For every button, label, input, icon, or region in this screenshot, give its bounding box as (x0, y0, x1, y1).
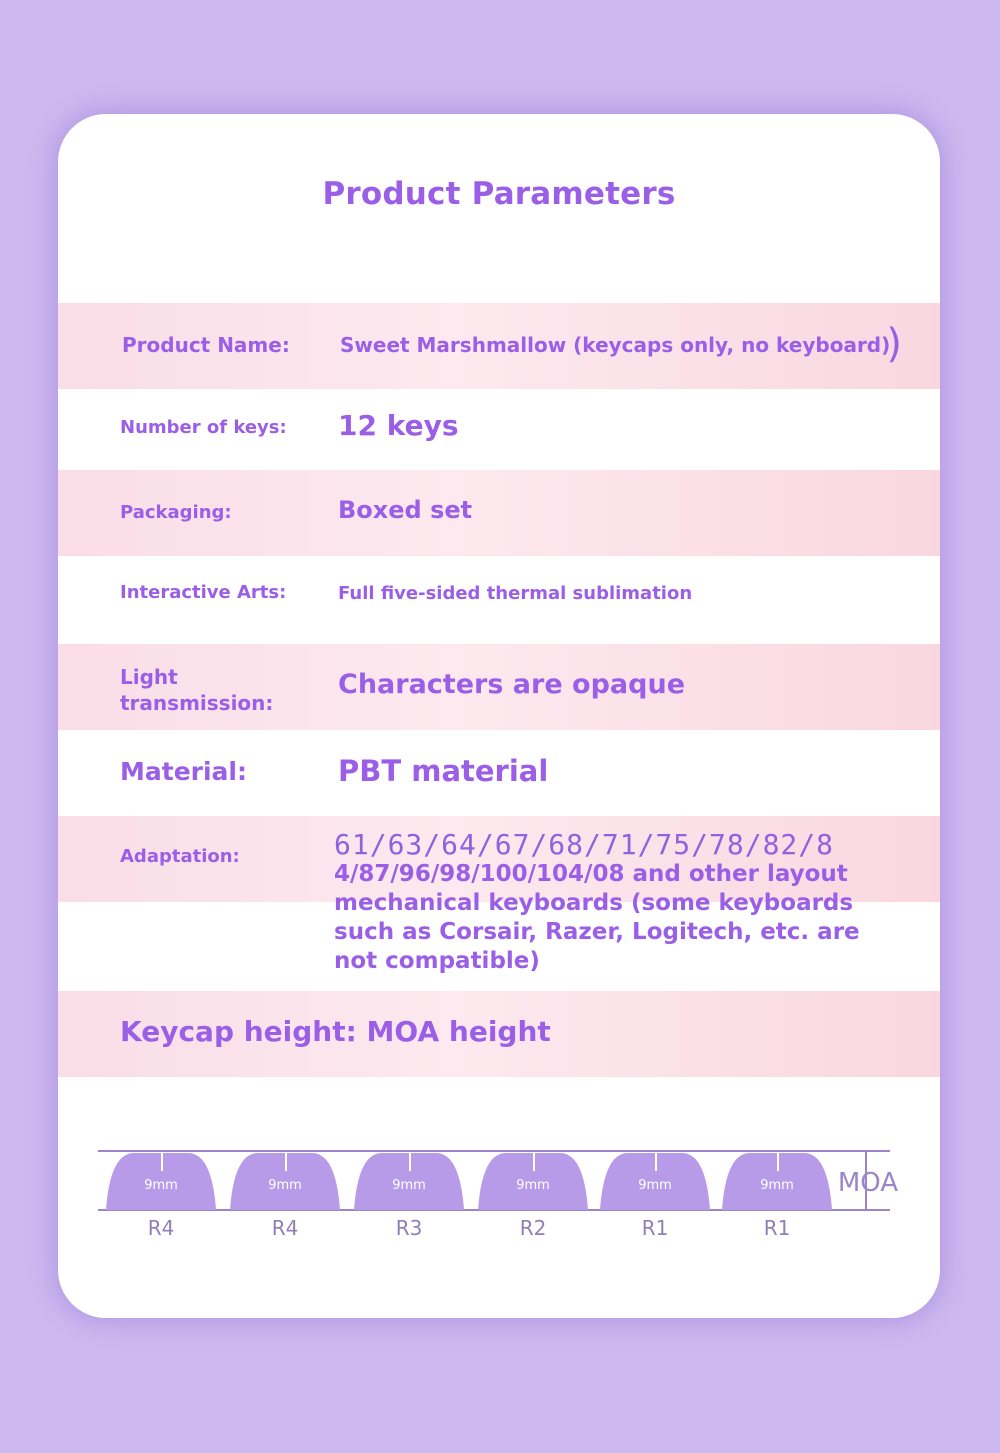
light-transmission-value: Characters are opaque (338, 669, 686, 700)
keycap-height-label: 9mm (516, 1178, 550, 1193)
packaging-value: Boxed set (338, 496, 473, 524)
keycap-row-label: R3 (395, 1216, 423, 1240)
material-value: PBT material (338, 754, 549, 788)
number-of-keys-value: 12 keys (338, 409, 459, 442)
interactive-arts-label: Interactive Arts: (120, 582, 287, 603)
paren-decoration: ) (886, 321, 902, 367)
row-adaptation (58, 816, 940, 991)
light-transmission-label-line1: Light (120, 665, 178, 689)
row-packaging (58, 470, 940, 556)
light-transmission-label-line2: transmission: (120, 691, 274, 715)
row-light-transmission (58, 644, 940, 730)
keycap-height-label: 9mm (638, 1178, 672, 1193)
keycap-row-label: R4 (147, 1216, 175, 1240)
adaptation-layouts: 61/63/64/67/68/71/75/78/82/8 (334, 828, 835, 861)
row-material (58, 730, 940, 816)
keycap-row-label: R1 (763, 1216, 791, 1240)
light-transmission-label (120, 664, 273, 716)
keycap-row-label: R1 (641, 1216, 669, 1240)
keycaps-group (106, 1153, 832, 1240)
adaptation-label: Adaptation: (120, 846, 240, 867)
row-product-name (58, 303, 940, 389)
page-title: Product Parameters (322, 176, 676, 212)
profile-label: MOA (837, 1168, 899, 1198)
keycap-height-label: 9mm (144, 1178, 178, 1193)
packaging-label: Packaging: (120, 502, 232, 523)
row-keycap-height (58, 991, 940, 1077)
keycap-height-label: 9mm (760, 1178, 794, 1193)
adaptation-description: 4/87/96/98/100/104/08 and other layout mechanical keyboards (some keyboards such as Corsair, Razer, Logitech, etc. are not compatible) (334, 861, 860, 974)
number-of-keys-label: Number of keys: (120, 417, 287, 438)
keycap-height-text: Keycap height: MOA height (120, 1015, 551, 1048)
keycap-height-label: 9mm (392, 1178, 426, 1193)
parameters-card (58, 114, 940, 1318)
interactive-arts-value: Full five-sided thermal sublimation (338, 583, 693, 604)
profile-diagram-svg (58, 1134, 940, 1284)
keycap-row-label: R4 (271, 1216, 299, 1240)
keycap-profile-diagram (58, 1134, 940, 1284)
adaptation-value (334, 830, 904, 976)
product-name-value: Sweet Marshmallow (keycaps only, no keyboard) (340, 333, 891, 357)
keycap-row-label: R2 (519, 1216, 547, 1240)
keycap-height-label: 9mm (268, 1178, 302, 1193)
row-interactive-arts (58, 556, 940, 644)
product-name-label: Product Name: (122, 333, 290, 357)
material-label: Material: (120, 757, 247, 786)
row-number-of-keys (58, 389, 940, 470)
